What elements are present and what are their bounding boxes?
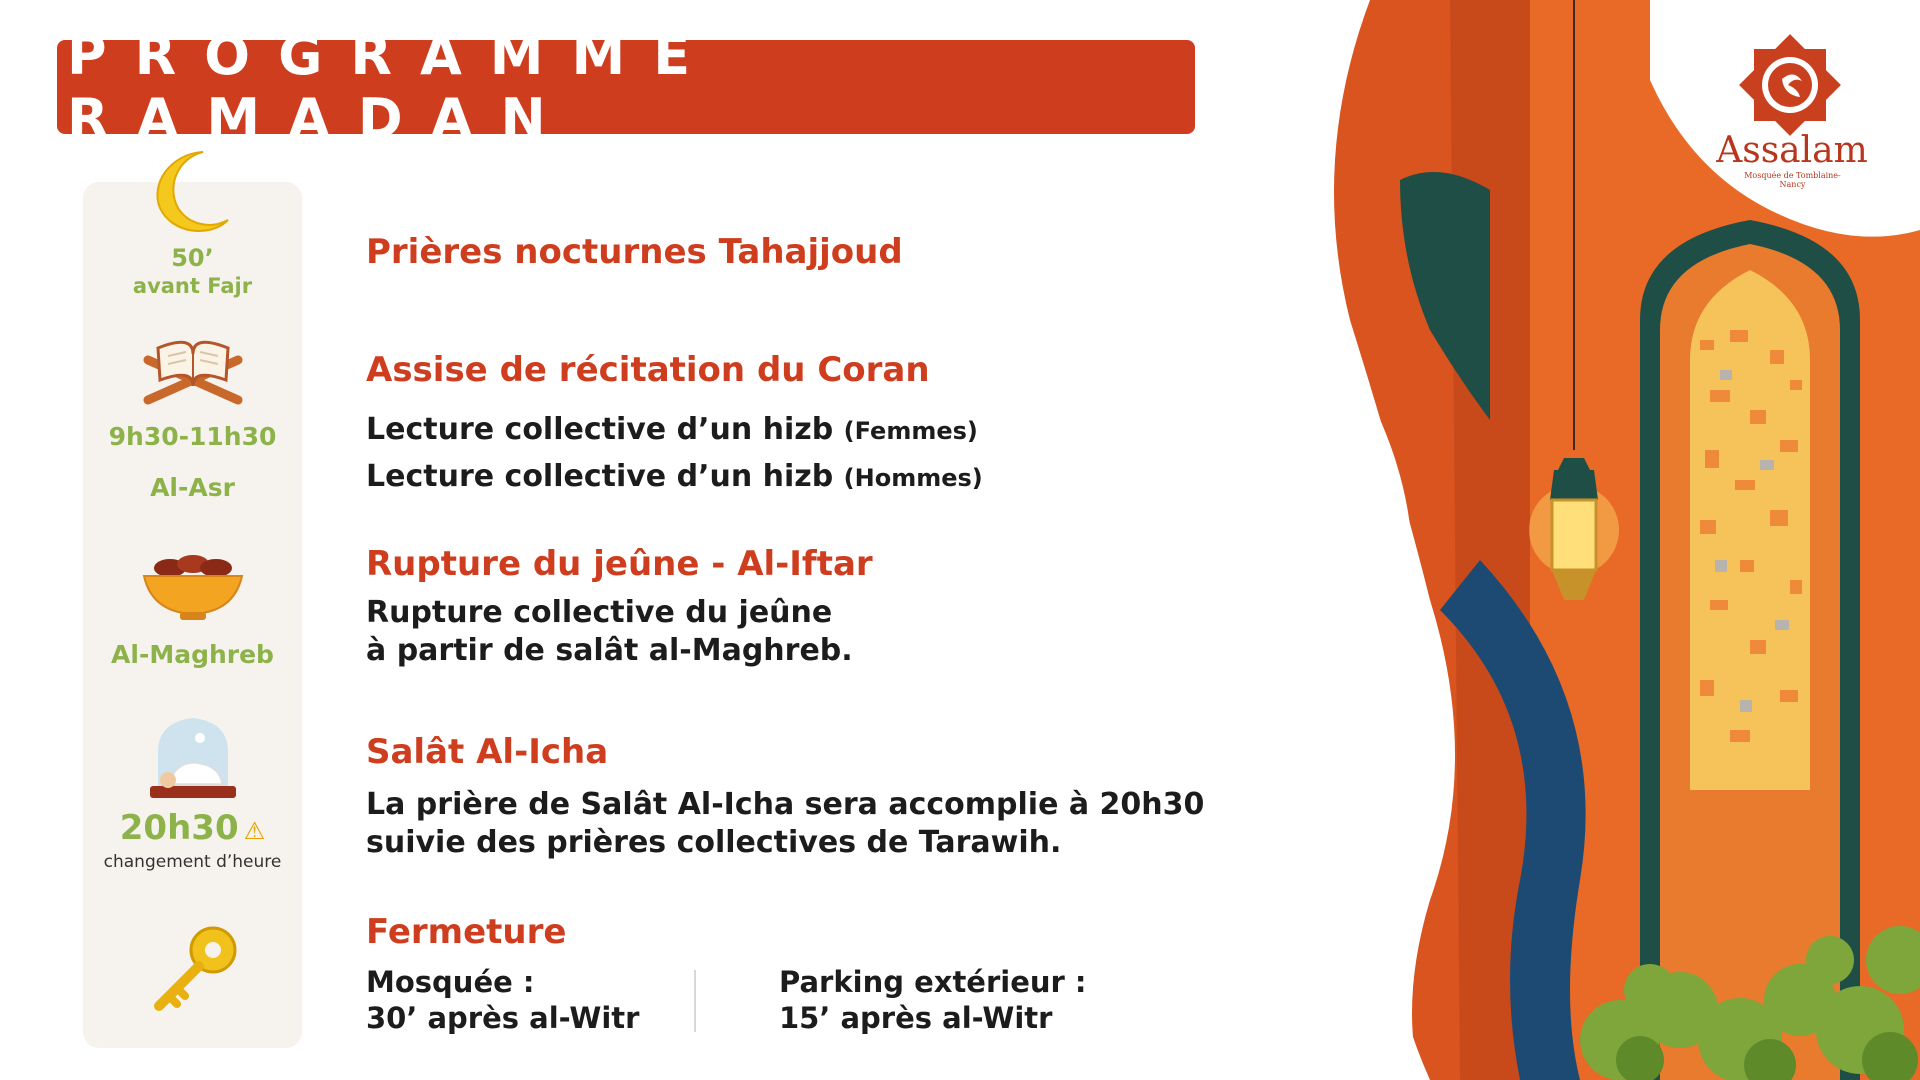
coran-time: 9h30-11h30 xyxy=(108,422,277,451)
page-title: PROGRAMME RAMADAN xyxy=(67,24,719,150)
tahajjoud-time: 50’ xyxy=(171,244,214,272)
mosque-label: Mosquée : xyxy=(366,965,535,999)
coran-prayer: Al-Asr xyxy=(150,473,235,502)
section-tahajjoud xyxy=(366,232,903,272)
sidebar-tahajjoud xyxy=(83,148,302,298)
section-fermeture xyxy=(366,912,566,952)
coran-line1-tag: (Femmes) xyxy=(843,417,978,445)
fermeture-title: Fermeture xyxy=(366,912,567,952)
prayer-person-icon xyxy=(138,712,248,802)
coran-line2-text: Lecture collective d’un hizb xyxy=(366,459,834,494)
icha-title: Salât Al-Icha xyxy=(366,732,609,772)
icha-line1: La prière de Salât Al-Icha sera accomplie à 20h30 xyxy=(366,787,1205,822)
dates-bowl-icon xyxy=(138,550,248,626)
tahajjoud-title: Prières nocturnes Tahajjoud xyxy=(366,232,903,272)
mosque-time: 30’ après al-Witr xyxy=(366,1001,640,1035)
iftar-prayer: Al-Maghreb xyxy=(111,640,274,669)
title-banner xyxy=(57,24,1195,150)
iftar-line2: à partir de salât al-Maghreb. xyxy=(366,633,853,668)
sidebar-coran xyxy=(83,330,302,502)
logo-subtitle: Mosquée de Tomblaine-Nancy xyxy=(1744,171,1841,189)
closing-divider xyxy=(694,970,696,1032)
tahajjoud-note: avant Fajr xyxy=(132,274,253,298)
coran-line1-text: Lecture collective d’un hizb xyxy=(366,412,834,447)
iftar-line1: Rupture collective du jeûne xyxy=(366,595,833,630)
closing-parking xyxy=(779,964,1087,1036)
icha-note: changement d’heure xyxy=(103,852,282,872)
iftar-title: Rupture du jeûne - Al-Iftar xyxy=(366,544,873,584)
coran-line2-tag: (Hommes) xyxy=(843,464,983,492)
assalam-logo-icon xyxy=(1645,0,1920,240)
icha-line2: suivie des prières collectives de Tarawih. xyxy=(366,825,1062,860)
coran-line-hommes xyxy=(366,459,983,494)
parking-time: 15’ après al-Witr xyxy=(779,1001,1053,1035)
section-iftar xyxy=(366,544,873,670)
crescent-moon-icon xyxy=(148,148,238,234)
coran-line-femmes xyxy=(366,412,983,447)
logo-name: Assalam xyxy=(1716,130,1868,171)
parking-label: Parking extérieur : xyxy=(779,965,1087,999)
sidebar-fermeture xyxy=(83,922,302,1018)
sidebar-iftar xyxy=(83,550,302,669)
key-icon xyxy=(143,922,243,1018)
sidebar-icha xyxy=(83,712,302,872)
warning-icon: ⚠ xyxy=(243,817,266,845)
icha-time: 20h30 xyxy=(119,808,239,848)
section-coran xyxy=(366,350,983,494)
quran-book-icon xyxy=(138,330,248,410)
section-icha xyxy=(366,732,1204,862)
closing-mosque xyxy=(366,964,639,1036)
coran-title: Assise de récitation du Coran xyxy=(366,350,930,390)
